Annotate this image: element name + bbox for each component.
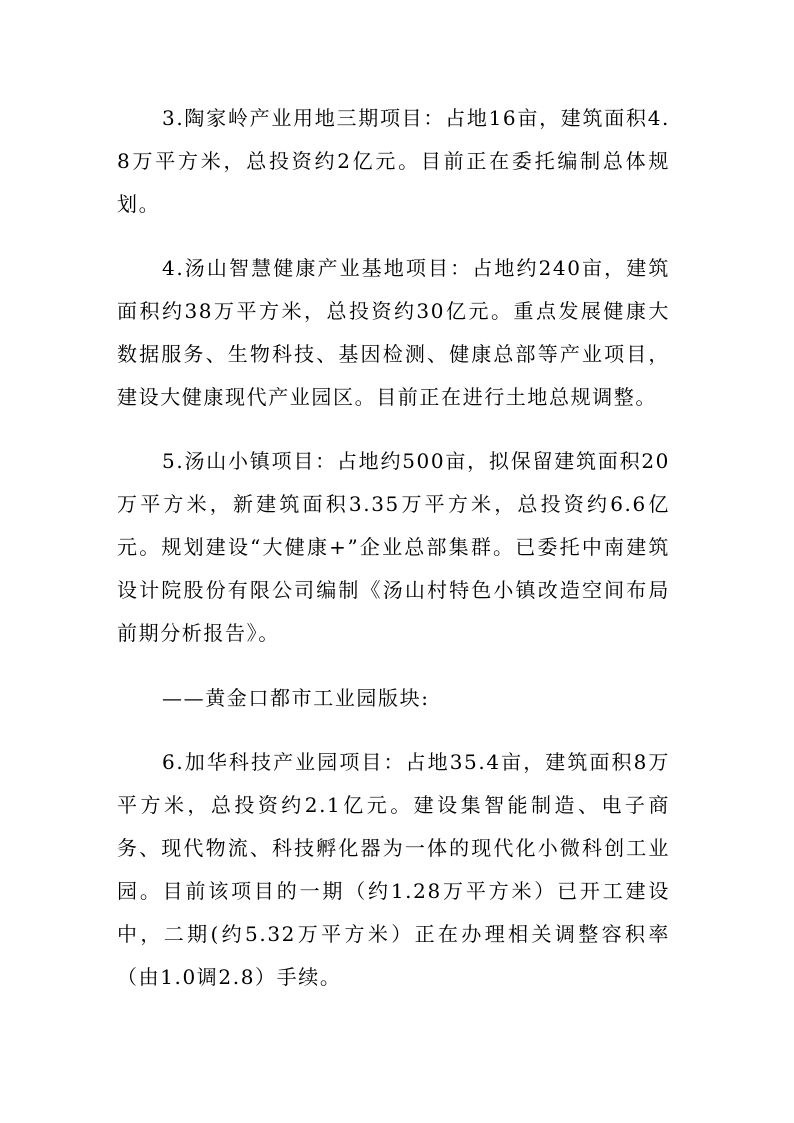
paragraph-tangshan-health-base: 4.汤山智慧健康产业基地项目：占地约240亩，建筑面积约38万平方米，总投资约30亿元。重点发展健康大数据服务、生物科技、基因检测、健康总部等产业项目，建设大健康现代产业园区。目前正在进行土地总规调整。 (117, 256, 670, 409)
paragraph-jiahua-tech-park: 6.加华科技产业园项目：占地35.4亩，建筑面积8万平方米，总投资约2.1亿元。建设集智能制造、电子商务、现代物流、科技孵化器为一体的现代化小微科创工业园。目前该项目的一期（约1.28万平方米）已开工建设中，二期(约5.32万平方米）正在办理相关调整容积率（由1.0调2.8）手续。 (117, 750, 670, 989)
paragraph-tangshan-town: 5.汤山小镇项目：占地约500亩，拟保留建筑面积20万平方米，新建筑面积3.35万平方米，总投资约6.6亿元。规划建设“大健康+”企业总部集群。已委托中南建筑设计院股份有限公司编制《汤山村特色小镇改造空间布局前期分析报告》。 (117, 449, 670, 645)
document-body (117, 97, 670, 999)
section-heading-huangjinkou: ——黄金口都市工业园版块: (162, 686, 430, 710)
paragraph-taojialing-project: 3.陶家岭产业用地三期项目：占地16亩，建筑面积4.8万平方米，总投资约2亿元。目前正在委托编制总体规划。 (117, 106, 670, 216)
